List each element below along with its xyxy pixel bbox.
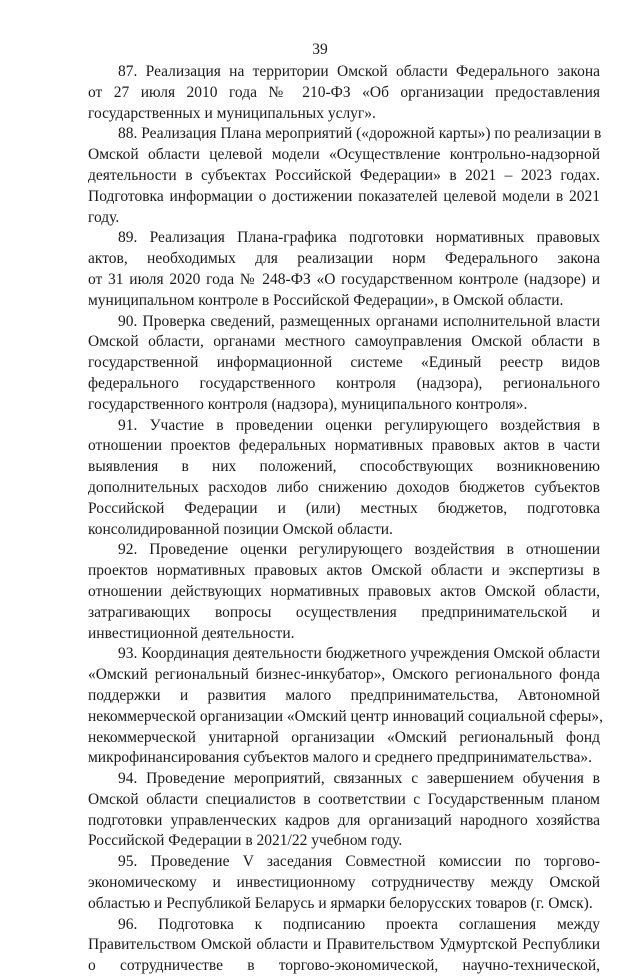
paragraph-item — [88, 312, 600, 416]
text-line: от 31 июля 2020 года № 248-ФЗ «О государственном контроле (надзоре) и — [88, 270, 600, 288]
paragraph-item — [88, 540, 600, 644]
text-line: 91. Участие в проведении оценки регулирующего воздействия в — [118, 416, 600, 434]
text-line: дополнительных расходов либо снижению доходов бюджетов субъектов — [88, 478, 600, 496]
text-line: году. — [88, 208, 120, 226]
text-line: проектов нормативных правовых актов Омской области и экспертизы в — [88, 562, 600, 580]
page-number: 39 — [312, 41, 328, 58]
text-line: актов, необходимых для реализации норм Федерального закона — [88, 250, 600, 268]
paragraph-item — [88, 416, 600, 541]
text-line: экономическому и инвестиционному сотрудничеству между Омской — [88, 874, 600, 892]
paragraph-item — [88, 852, 600, 914]
paragraph-item — [88, 228, 600, 311]
text-line: Российской Федерации в 2021/22 учебном году. — [88, 832, 403, 850]
text-line: государственных и муниципальных услуг». — [88, 104, 376, 122]
text-line: выявления в них положений, способствующих возникновению — [88, 458, 600, 476]
text-line: государственной информационной системе «Единый реестр видов — [88, 354, 600, 372]
text-line: «Омский региональный бизнес-инкубатор», Омского регионального фонда — [88, 666, 600, 684]
text-line: Омской области целевой модели «Осуществление контрольно-надзорной — [88, 146, 600, 164]
text-line: 88. Реализация Плана мероприятий («дорожной карты») по реализации в — [118, 125, 602, 143]
text-line: затрагивающих вопросы осуществления предпринимательской и — [88, 603, 600, 621]
text-line: деятельности в субъектах Российской Федерации» в 2021 – 2023 годах. — [88, 166, 600, 184]
text-line: подготовки управленческих кадров для организаций народного хозяйства — [88, 811, 600, 829]
text-line: 94. Проведение мероприятий, связанных с завершением обучения в — [118, 770, 600, 788]
paragraph-item — [88, 769, 600, 852]
text-line: Правительством Омской области и Правительством Удмуртской Республики — [88, 936, 600, 954]
text-line: Омской области, органами местного самоуправления Омской области в — [88, 333, 600, 351]
paragraph-item — [88, 62, 600, 124]
text-line: 89. Реализация Плана-графика подготовки нормативных правовых — [118, 229, 600, 247]
text-line: Омской области специалистов в соответствии с Государственным планом — [88, 790, 600, 808]
text-line: 90. Проверка сведений, размещенных органами исполнительной власти — [118, 312, 600, 330]
document-body — [88, 62, 604, 977]
text-line: о сотрудничестве в торгово-экономической, научно-технической, — [88, 957, 600, 975]
text-line: 95. Проведение V заседания Совместной комиссии по торгово- — [118, 853, 600, 871]
paragraph-item — [88, 644, 604, 769]
paragraph-item — [88, 915, 600, 977]
text-line: инвестиционной деятельности. — [88, 624, 295, 642]
text-line: 96. Подготовка к подписанию проекта соглашения между — [118, 915, 600, 933]
text-line: Подготовка информации о достижении показателей целевой модели в 2021 — [88, 187, 600, 205]
text-line: 92. Проведение оценки регулирующего воздействия в отношении — [118, 541, 600, 559]
text-line: отношении проектов федеральных нормативных правовых актов в части — [88, 437, 600, 455]
paragraph-item — [88, 124, 600, 228]
text-line: некоммерческой унитарной организации «Омский региональный фонд — [88, 728, 600, 746]
text-line: поддержки и развития малого предпринимательства, Автономной — [88, 686, 600, 704]
text-line: областью и Республикой Беларусь и ярмарки белорусских товаров (г. Омск). — [88, 894, 593, 912]
text-line: 93. Координация деятельности бюджетного учреждения Омской области — [118, 645, 600, 663]
text-line: некоммерческой организации «Омский центр инноваций социальной сферы», — [88, 707, 604, 725]
text-line: 87. Реализация на территории Омской области Федерального закона — [118, 63, 600, 80]
text-line: Российской Федерации и (или) местных бюджетов, подготовка — [88, 499, 600, 517]
text-line: от 27 июля 2010 года № 210-ФЗ «Об организации предоставления — [88, 83, 600, 101]
text-line: муниципальном контроле в Российской Федерации», в Омской области. — [88, 291, 564, 309]
text-line: государственного контроля (надзора), муниципального контроля». — [88, 395, 528, 413]
text-line: федерального государственного контроля (надзора), регионального — [88, 374, 600, 392]
text-line: отношении действующих нормативных правовых актов Омской области, — [88, 582, 600, 600]
text-line: консолидированной позиции Омской области. — [88, 520, 393, 538]
text-line: микрофинансирования субъектов малого и среднего предпринимательства». — [88, 749, 593, 767]
